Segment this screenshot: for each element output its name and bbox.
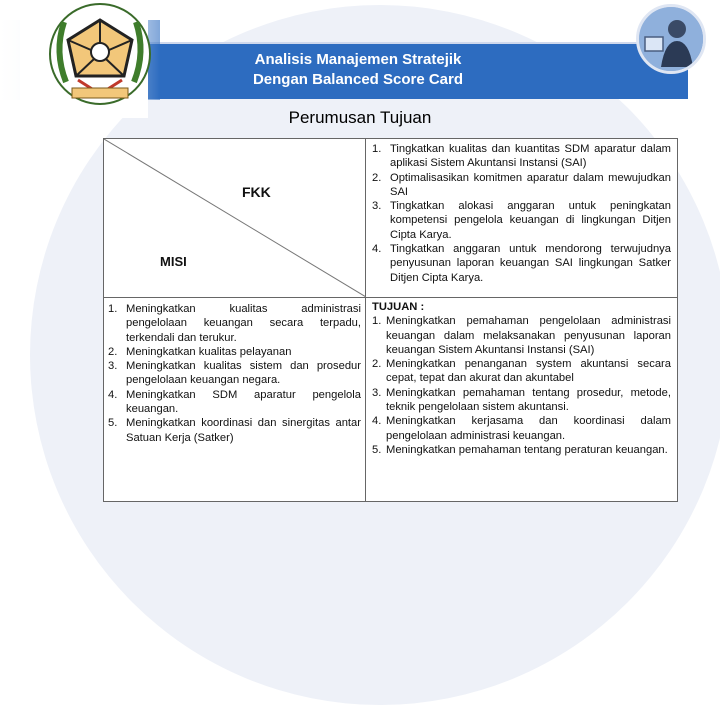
- header-title-line1: Analisis Manajemen Stratejik: [254, 51, 462, 68]
- list-item: 3. Tingkatkan alokasi anggaran untuk peningkatan kompetensi pengelola keuangan di lingkungan Ditjen Cipta Karya.: [372, 200, 671, 241]
- list-item: 2. Meningkatkan kualitas pelayanan: [108, 345, 292, 358]
- tujuan-list: [372, 314, 671, 457]
- diagonal-header-cell: [104, 139, 366, 298]
- fkk-items-cell: [366, 139, 678, 298]
- list-item: 1. Meningkatkan kualitas administrasi pengelolaan keuangan secara terpadu, terkendali dan terukur.: [108, 303, 361, 344]
- fkk-misi-matrix-table: [103, 138, 678, 502]
- table-row: [104, 298, 678, 502]
- list-item: 4. Meningkatkan kerjasama dan koordinasi dalam pengelolaan administrasi keuangan.: [372, 415, 671, 442]
- list-item: 5. Meningkatkan koordinasi dan sinergitas antar Satuan Kerja (Satker): [108, 417, 361, 444]
- list-item: 4. Tingkatkan anggaran untuk mendorong terwujudnya penyusunan laporan keuangan SAI lingkungan Satker Ditjen Cipta Karya.: [372, 243, 671, 284]
- list-item: 3. Meningkatkan pemahaman tentang prosedur, metode, teknik pengelolaan sistem akuntansi.: [372, 386, 671, 414]
- list-item: 1. Meningkatkan pemahaman pengelolaan administrasi keuangan dalam melaksanakan penyusunan laporan keuangan Sistem Akuntansi Instansi (SAI): [372, 315, 671, 356]
- list-item: 5. Meningkatkan pemahaman tentang peraturan keuangan.: [372, 443, 668, 456]
- list-item: 2. Meningkatkan penanganan system akuntansi secara cepat, tepat dan akurat dan akuntabel: [372, 358, 671, 385]
- list-item: 3. Meningkatkan kualitas sistem dan prosedur pengelolaan keuangan negara.: [108, 360, 361, 387]
- misi-list: [108, 302, 361, 445]
- header-title: [148, 50, 568, 90]
- ministry-emblem-icon: [44, 2, 162, 114]
- tujuan-title: TUJUAN :: [372, 301, 425, 313]
- person-silhouette-icon: [639, 7, 703, 71]
- logo-area: [20, 0, 148, 118]
- list-item: 4. Meningkatkan SDM aparatur pengelola keuangan.: [108, 388, 361, 416]
- fkk-header: FKK: [242, 184, 271, 200]
- misi-items-cell: [104, 298, 366, 502]
- table-row: [104, 139, 678, 298]
- misi-header: MISI: [160, 254, 187, 269]
- page-subtitle: Perumusan Tujuan: [288, 108, 432, 127]
- list-item: 1. Tingkatkan kualitas dan kuantitas SDM aparatur dalam aplikasi Sistem Akuntansi Instansi (SAI): [372, 143, 671, 170]
- fkk-list: [372, 142, 671, 285]
- diagonal-divider: [104, 139, 366, 297]
- header-title-line2: Dengan Balanced Score Card: [252, 71, 464, 88]
- person-at-computer-photo-icon: [636, 4, 706, 74]
- tujuan-cell: [366, 298, 678, 502]
- list-item: 2. Optimalisasikan komitmen aparatur dalam mewujudkan SAI: [372, 171, 671, 198]
